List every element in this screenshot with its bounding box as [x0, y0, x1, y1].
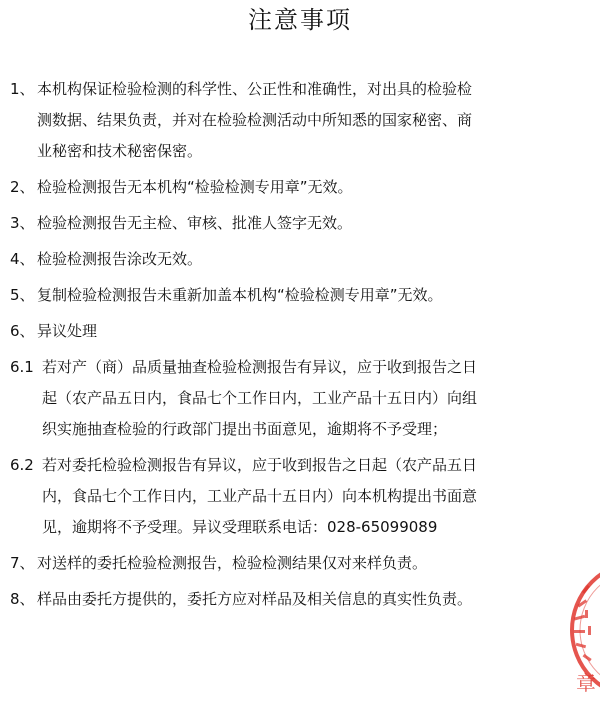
notice-number: 7、 — [10, 554, 35, 572]
notice-number: 3、 — [10, 214, 35, 232]
notice-number: 6、 — [10, 322, 35, 340]
notice-item-3 — [10, 208, 540, 239]
notice-item-5 — [10, 280, 540, 311]
notice-text-line: 对送样的委托检验检测报告，检验检测结果仅对来样负责。 — [37, 554, 428, 572]
notice-text-line: 测数据、结果负责，并对在检验检测活动中所知悉的国家秘密、商 — [37, 111, 473, 129]
notice-text-line: 本机构保证检验检测的科学性、公正性和准确性，对出具的检验检 — [37, 80, 473, 98]
notice-text-line: 检验检测报告无主检、审核、批准人签字无效。 — [37, 214, 353, 232]
notice-text-line: 样品由委托方提供的，委托方应对样品及相关信息的真实性负责。 — [37, 590, 473, 608]
official-seal-stamp — [560, 550, 600, 710]
seal-text: 章 — [576, 671, 596, 695]
notice-text-line: 若对委托检验检测报告有异议，应于收到报告之日起（农产品五日 — [42, 456, 478, 474]
notice-item-1 — [10, 74, 540, 167]
notice-number: 1、 — [10, 80, 35, 98]
notice-text-line: 织实施抽查检验的行政部门提出书面意见，逾期将不予受理； — [42, 420, 448, 438]
notice-number: 6.2 — [10, 456, 34, 474]
notice-number: 2、 — [10, 178, 35, 196]
notice-text-line: 异议处理 — [37, 322, 98, 340]
notice-text-line: 起（农产品五日内，食品七个工作日内，工业产品十五日内）向组 — [42, 389, 478, 407]
notice-text-line: 复制检验检测报告未重新加盖本机构“检验检测专用章”无效。 — [37, 286, 443, 304]
notice-item-6-1 — [10, 352, 540, 445]
notice-number: 6.1 — [10, 358, 34, 376]
notice-text-line: 若对产（商）品质量抽查检验检测报告有异议，应于收到报告之日 — [42, 358, 478, 376]
notice-text-line: 见，逾期将不予受理。异议受理联系电话：028-65099089 — [42, 518, 438, 536]
notice-text-line: 业秘密和技术秘密保密。 — [37, 142, 203, 160]
notice-text-line: 检验检测报告涂改无效。 — [37, 250, 203, 268]
notice-item-7 — [10, 548, 540, 579]
notice-text-line: 检验检测报告无本机构“检验检测专用章”无效。 — [37, 178, 353, 196]
notice-item-4 — [10, 244, 540, 275]
notice-number: 4、 — [10, 250, 35, 268]
notice-item-6 — [10, 316, 540, 347]
notice-item-8 — [10, 584, 540, 615]
page-title: 注意事项 — [248, 6, 352, 34]
notice-item-6-2 — [10, 450, 540, 543]
notice-number: 5、 — [10, 286, 35, 304]
notice-text-line: 内，食品七个工作日内，工业产品十五日内）向本机构提出书面意 — [42, 487, 478, 505]
notice-number: 8、 — [10, 590, 35, 608]
notice-list — [10, 74, 540, 620]
notice-item-2 — [10, 172, 540, 203]
